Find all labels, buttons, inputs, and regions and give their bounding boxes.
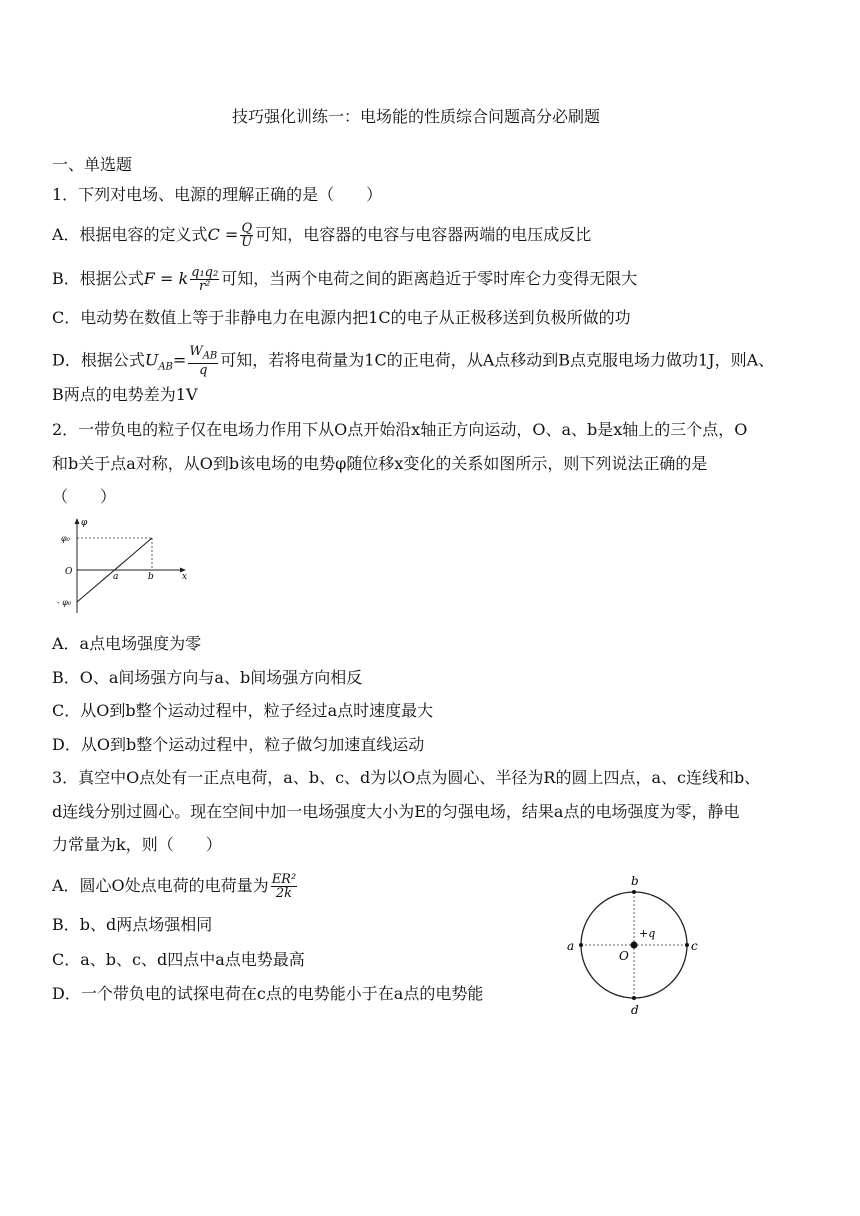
q3-stem-line1: 3．真空中O点处有一正点电荷，a、b、c、d为以O点为圆心、半径为R的圆上四点，a、c连线和b、 [52,768,761,787]
q2-option-c: C．从O到b整个运动过程中，粒子经过a点时速度最大 [52,701,434,720]
q3-point-c [685,943,689,947]
q2-stem-line2: 和b关于点a对称，从O到b该电场的电势φ随位移x变化的关系如图所示，则下列说法正确的是 [52,454,708,473]
q2-graph-b-label: b [148,572,154,582]
q3-label-b: b [631,874,639,888]
q2-graph-a-label: a [113,572,119,582]
q3-a-prefix: A．圆心O处点电荷的电荷量为 [52,876,269,895]
q1-d-formula-sub: AB [158,361,173,373]
q1-b-prefix: B．根据公式 [52,269,144,288]
q3-a-frac-num: ER² [271,872,297,887]
q1-d-fraction [188,345,218,377]
q1-a-prefix: A．根据电容的定义式 [52,225,208,244]
q2-graph-top-label: φ₀ [61,534,70,543]
q2-option-b: B．O、a间场强方向与a、b间场强方向相反 [52,668,363,687]
q1-option-d-line2: B两点的电势差为1V [52,385,198,404]
q2-graph-origin-label: O [65,567,73,577]
q3-label-o: O [619,949,629,963]
q1-d-prefix: D．根据公式 [52,350,145,370]
q1-d-num-sub: AB [202,350,218,362]
q3-center-charge [631,942,638,949]
q3-option-c: C．a、b、c、d四点中a点电势最高 [52,950,305,969]
q1-b-fraction [190,266,219,293]
q3-a-fraction [271,873,298,900]
q3-label-q: +q [639,927,656,940]
q3-label-d: d [631,1003,639,1017]
q2-graph-x-label: x [182,572,188,582]
q3-label-c: c [691,939,698,953]
q3-point-b [632,890,636,894]
q1-a-frac-den: U [241,235,253,250]
q3-point-a [579,943,583,947]
q3-option-b: B．b、d两点场强相同 [52,915,213,934]
q1-option-b [52,266,637,293]
q3-circle-figure [560,872,710,1020]
q2-option-a: A．a点电场强度为零 [52,634,202,653]
q3-point-d [632,996,636,1000]
q1-stem: 1．下列对电场、电源的理解正确的是（ ） [52,185,383,204]
q3-option-d: D．一个带负电的试探电荷在c点的电势能小于在a点的电势能 [52,984,484,1003]
q1-d-formula-eq: = [172,350,187,370]
q1-a-formula-lhs: C = [207,225,239,244]
q2-graph-bottom-label: - φ₀ [57,598,72,607]
q3-a-frac-den: 2k [275,886,293,901]
q3-stem-line3: 力常量为k，则（ ） [52,835,222,854]
q1-d-frac-num [188,345,218,364]
q2-graph-y-arrow [75,518,80,524]
q2-option-d: D．从O到b整个运动过程中，粒子做匀加速直线运动 [52,735,425,754]
q3-label-a: a [567,939,575,953]
q3-stem-line2: d连线分别过圆心。现在空间中加一电场强度大小为E的匀强电场，结果a点的电场强度为零，静电 [52,802,740,821]
page-title: 技巧强化训练一：电场能的性质综合问题高分必刷题 [232,107,601,126]
q1-a-frac-num: Q [241,221,253,236]
q2-graph-y-label: φ [81,518,88,528]
q2-potential-graph [55,515,195,615]
q1-option-a [52,222,591,249]
q1-a-fraction [240,222,253,249]
q1-option-d [52,345,774,377]
q1-a-suffix: 可知，电容器的电容与电容器两端的电压成反比 [255,225,592,244]
q1-b-formula-lhs: F = k [143,269,189,288]
q1-d-suffix: 可知，若将电荷量为1C的正电荷，从A点移动到B点克服电场力做功1J，则A、 [220,350,775,370]
q2-stem-line3: （ ） [52,487,117,506]
section-heading: 一、单选题 [52,155,133,174]
q1-b-frac-num: q₁q₂ [191,265,219,280]
q1-d-frac-den: q [199,362,208,378]
q1-d-formula-lhs: U [144,350,159,370]
q1-d-num-w: W [189,344,203,359]
q1-b-frac-den: r² [198,279,211,294]
q1-option-c: C．电动势在数值上等于非静电力在电源内把1C的电子从正极移送到负极所做的功 [52,308,631,327]
q1-b-suffix: 可知，当两个电荷之间的距离趋近于零时库仑力变得无限大 [221,269,638,288]
q3-option-a [52,873,299,900]
q2-stem-line1: 2．一带负电的粒子仅在电场力作用下从O点开始沿x轴正方向运动，O、a、b是x轴上的三个点，O [52,420,748,439]
